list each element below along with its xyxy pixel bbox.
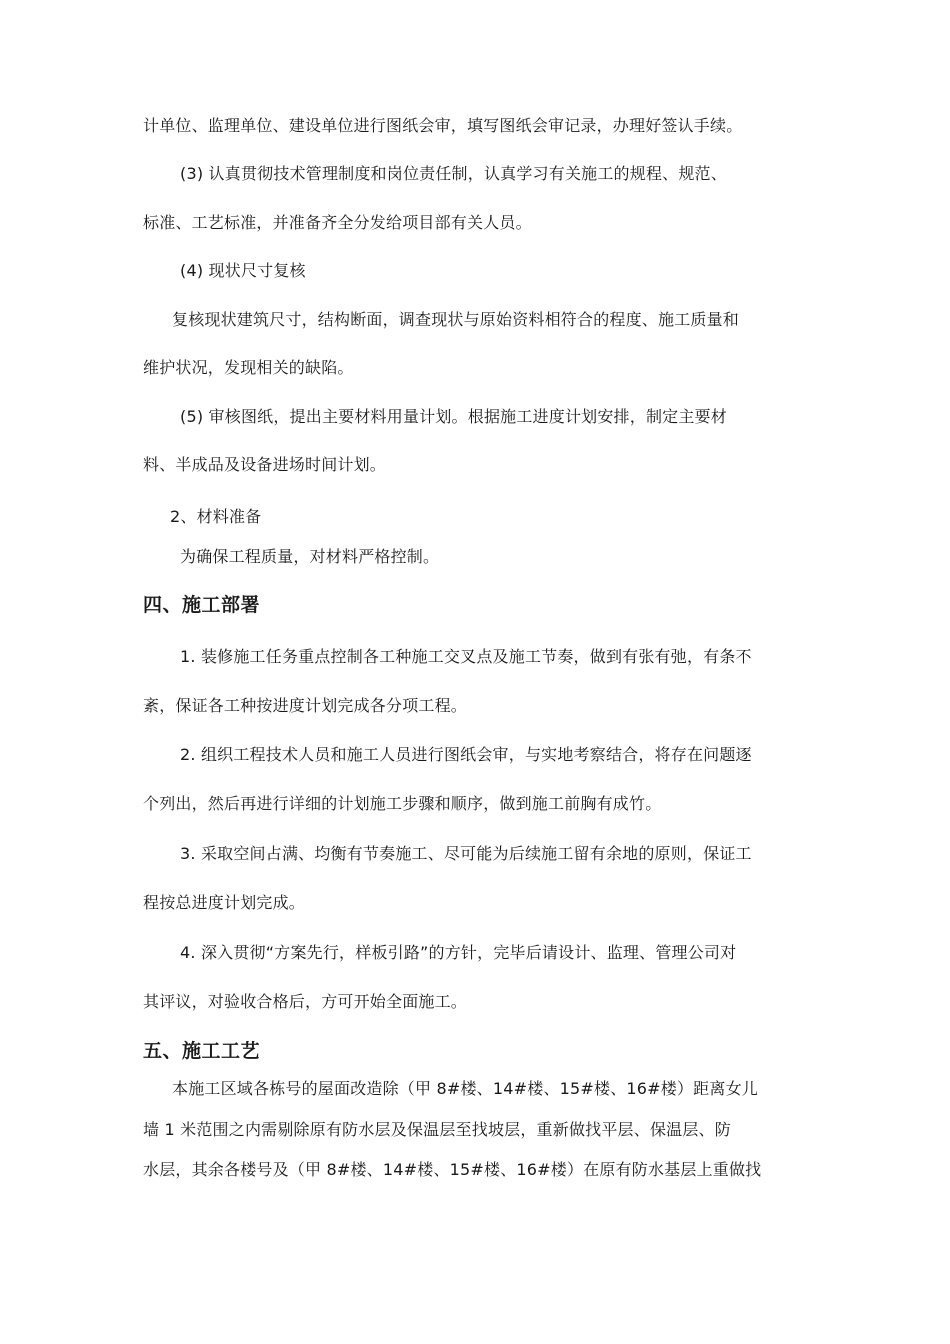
paragraph-line: 维护状况，发现相关的缺陷。 — [143, 358, 354, 377]
paragraph-line: 复核现状建筑尺寸，结构断面，调查现状与原始资料相符合的程度、施工质量和 — [172, 310, 740, 329]
paragraph-line: 1. 装修施工任务重点控制各工种施工交叉点及施工节奏，做到有张有弛，有条不 — [180, 647, 752, 666]
paragraph-line: 个列出，然后再进行详细的计划施工步骤和顺序，做到施工前胸有成竹。 — [143, 794, 662, 813]
paragraph-line: 为确保工程质量，对材料严格控制。 — [180, 547, 440, 566]
subsection-title: 2、材料准备 — [170, 507, 262, 526]
paragraph-line: 标准、工艺标准，并准备齐全分发给项目部有关人员。 — [143, 213, 532, 232]
paragraph-line: 程按总进度计划完成。 — [143, 893, 306, 912]
paragraph-line: 3. 采取空间占满、均衡有节奏施工、尽可能为后续施工留有余地的原则，保证工 — [180, 844, 752, 863]
paragraph-line: (4) 现状尺寸复核 — [180, 261, 306, 280]
paragraph-line: 4. 深入贯彻“方案先行，样板引路”的方针，完毕后请设计、监理、管理公司对 — [180, 943, 737, 962]
section-heading: 五、施工工艺 — [143, 1040, 261, 1062]
paragraph-line: 计单位、监理单位、建设单位进行图纸会审，填写图纸会审记录，办理好签认手续。 — [143, 116, 743, 135]
paragraph-line: (5) 审核图纸，提出主要材料用量计划。根据施工进度计划安排，制定主要材 — [180, 407, 727, 426]
paragraph-line: 水层，其余各楼号及（甲 8#楼、14#楼、15#楼、16#楼）在原有防水基层上重做找 — [143, 1160, 762, 1179]
paragraph-line: 2. 组织工程技术人员和施工人员进行图纸会审，与实地考察结合，将存在问题逐 — [180, 745, 752, 764]
paragraph-line: (3) 认真贯彻技术管理制度和岗位责任制，认真学习有关施工的规程、规范、 — [180, 164, 727, 183]
paragraph-line: 墙 1 米范围之内需剔除原有防水层及保温层至找坡层，重新做找平层、保温层、防 — [143, 1120, 731, 1139]
paragraph-line: 紊，保证各工种按进度计划完成各分项工程。 — [143, 696, 468, 715]
paragraph-line: 料、半成品及设备进场时间计划。 — [143, 455, 387, 474]
paragraph-line: 本施工区域各栋号的屋面改造除（甲 8#楼、14#楼、15#楼、16#楼）距离女儿 — [172, 1079, 758, 1098]
paragraph-line: 其评议，对验收合格后，方可开始全面施工。 — [143, 992, 468, 1011]
section-heading: 四、施工部署 — [143, 594, 261, 616]
